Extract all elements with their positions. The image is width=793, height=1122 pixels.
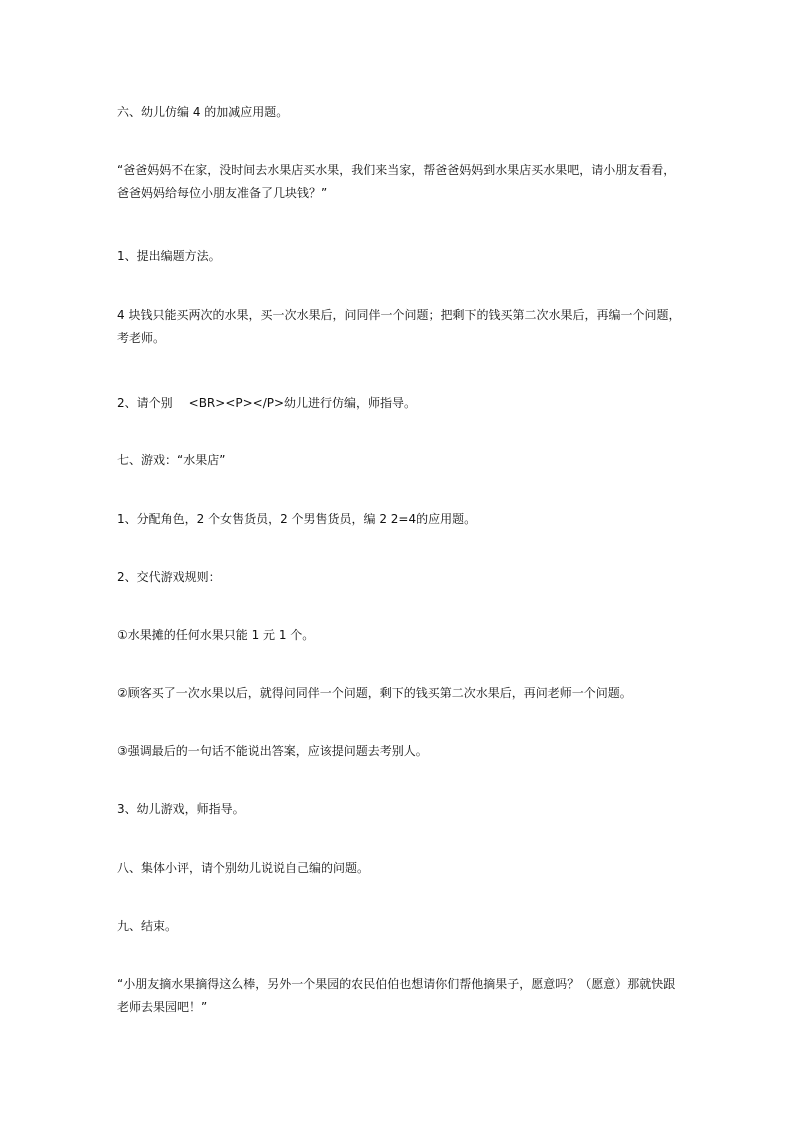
- intro-quote: [117, 159, 677, 205]
- method-paragraph: [117, 304, 681, 350]
- game-step-1: 1、分配角色，2 个女售货员，2 个男售货员，编 2 2=4的应用题。: [117, 512, 477, 526]
- section-7-heading: 七、游戏：“水果店”: [117, 453, 226, 467]
- rule-2: ②顾客买了一次水果以后，就得问同伴一个问题，剩下的钱买第二次水果后，再问老师一个问题。: [117, 686, 632, 700]
- section-8-heading: 八、集体小评，请个别幼儿说说自己编的问题。: [117, 861, 370, 875]
- step-2-prefix: 2、请个别: [117, 396, 173, 410]
- game-step-2: 2、交代游戏规则：: [117, 570, 221, 584]
- method-line-1: 4 块钱只能买两次的水果，买一次水果后，问同伴一个问题；把剩下的钱买第二次水果后，再编一个问题，: [117, 308, 681, 322]
- section-9-heading: 九、结束。: [117, 919, 178, 933]
- rule-3: ③强调最后的一句话不能说出答案，应该提问题去考别人。: [117, 744, 428, 758]
- game-step-3: 3、幼儿游戏，师指导。: [117, 802, 245, 816]
- intro-quote-line-2: 爸爸妈妈给每位小朋友准备了几块钱？”: [117, 186, 328, 200]
- intro-quote-line-1: “爸爸妈妈不在家，没时间去水果店买水果，我们来当家，帮爸爸妈妈到水果店买水果吧，请小朋友看看，: [117, 163, 676, 177]
- rule-1: ①水果摊的任何水果只能 1 元 1 个。: [117, 628, 315, 642]
- step-2-suffix: <BR><P></P>幼儿进行仿编，师指导。: [188, 396, 417, 410]
- section-6-heading: 六、幼儿仿编 4 的加减应用题。: [117, 105, 289, 119]
- closing-quote: [117, 973, 677, 1019]
- closing-quote-line-1: “小朋友摘水果摘得这么棒，另外一个果园的农民伯伯也想请你们帮他摘果子，愿意吗？（愿意）那就快跟: [117, 977, 676, 991]
- method-line-2: 考老师。: [117, 331, 166, 345]
- step-1: 1、提出编题方法。: [117, 249, 221, 263]
- closing-quote-line-2: 老师去果园吧！”: [117, 1000, 208, 1014]
- step-2: [117, 392, 677, 415]
